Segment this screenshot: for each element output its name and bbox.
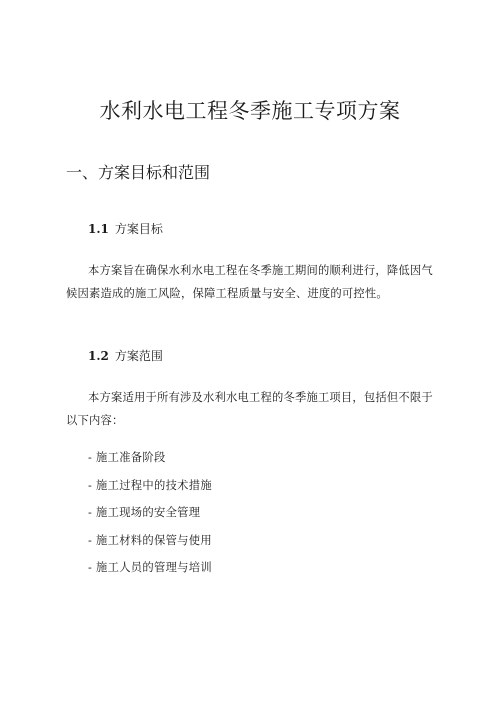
subsection-title: 方案范围 <box>114 349 163 363</box>
list-item: - 施工人员的管理与培训 <box>88 561 212 574</box>
list-item: - 施工过程中的技术措施 <box>88 478 212 492</box>
list-item: - 施工现场的安全管理 <box>88 506 201 519</box>
document-title: 水利水电工程冬季施工专项方案 <box>99 99 401 123</box>
paragraph-scope: 本方案适用于所有涉及水利水电工程的冬季施工项目，包括但不限于以下内容： <box>66 391 433 427</box>
list-item: - 施工材料的保管与使用 <box>88 533 212 547</box>
subsection-heading-1-2 <box>88 347 163 364</box>
subsection-number: 1.2 <box>88 349 109 363</box>
subsection-heading-1-1 <box>88 220 163 237</box>
scope-list <box>88 444 212 582</box>
list-item: - 施工准备阶段 <box>88 451 166 464</box>
subsection-number: 1.1 <box>88 222 109 236</box>
subsection-title: 方案目标 <box>114 222 163 236</box>
section-heading-1: 一、方案目标和范围 <box>66 163 211 182</box>
paragraph-objective: 本方案旨在确保水利水电工程在冬季施工期间的顺利进行，降低因气候因素造成的施工风险，保障工程质量与安全、进度的可控性。 <box>66 264 433 300</box>
